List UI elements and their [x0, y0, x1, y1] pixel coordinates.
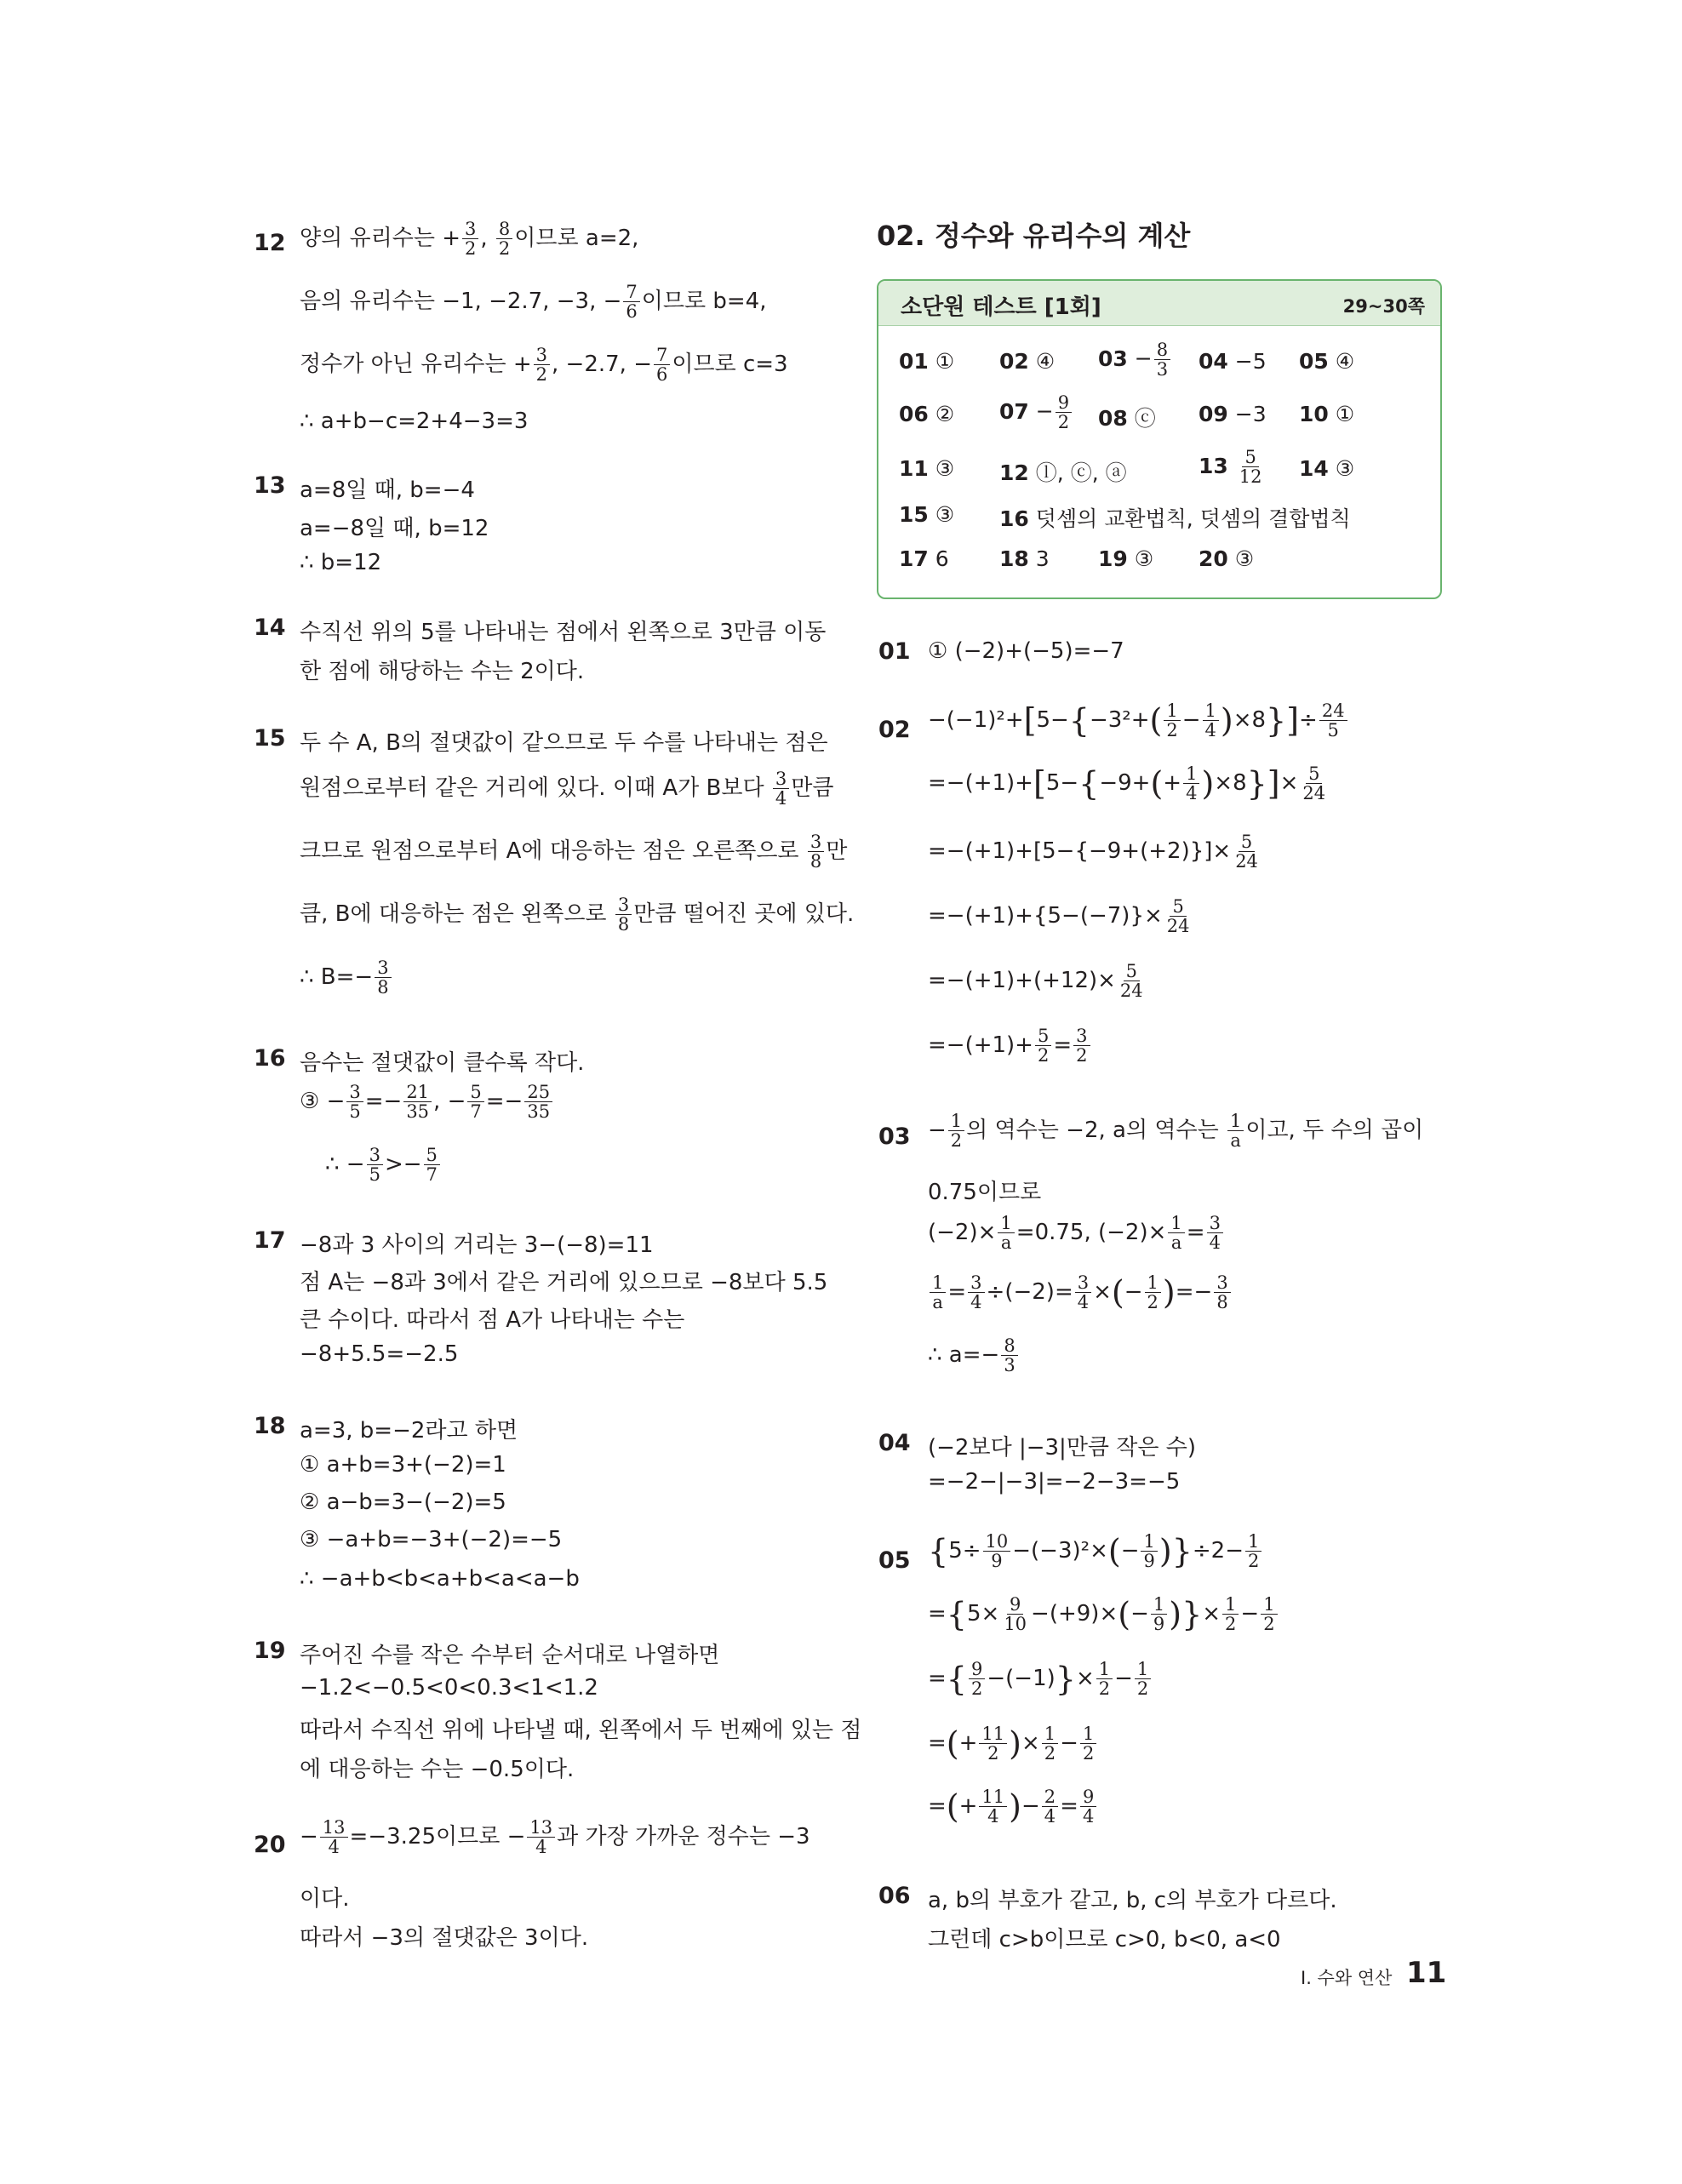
solution-line: − $\frac{1}{2}$ 의 역수는 −2, a의 역수는 $\frac{1}{a}$ 이고, 두 수의 곱이 [928, 1111, 1424, 1152]
solution-line: 수직선 위의 5를 나타내는 점에서 왼쪽으로 3만큼 이동 [300, 620, 827, 645]
solution-line: −1.2<−0.5<0<0.3<1<1.2 [300, 1675, 598, 1701]
solution-line: =(+ $\frac{11}{4}$ )− $\frac{2}{4}$ = $\frac{9}{4}$ [928, 1787, 1098, 1826]
box-header [878, 281, 1440, 326]
answer-item: 09 −3 [1199, 402, 1267, 426]
problem-number: 15 [254, 725, 286, 752]
solution-line: 따라서 수직선 위에 나타낼 때, 왼쪽에서 두 번째에 있는 점 [300, 1718, 862, 1743]
problem-number: 01 [878, 638, 911, 665]
solution-line: ① a+b=3+(−2)=1 [300, 1452, 506, 1478]
problem-number: 05 [878, 1547, 911, 1574]
solution-line: 에 대응하는 수는 −0.5이다. [300, 1757, 575, 1782]
box-title: 소단원 테스트 [1회] [901, 294, 1101, 320]
problem-number: 18 [254, 1413, 286, 1439]
solution-line: =−(+1)+[5−{−9+(+ $\frac{1}{4}$ )×8}]× $\frac{5}{24}$ [928, 763, 1326, 804]
solution-line: =(+ $\frac{11}{2}$ )× $\frac{1}{2}$ − $\frac{1}{2}$ [928, 1724, 1098, 1763]
solution-line: 주어진 수를 작은 수부터 순서대로 나열하면 [300, 1643, 720, 1668]
solution-line: a, b의 부호가 같고, b, c의 부호가 다르다. [928, 1888, 1337, 1913]
problem-number: 19 [254, 1638, 286, 1664]
solution-line: 0.75이므로 [928, 1180, 1042, 1205]
answer-item: 16 덧셈의 교환법칙, 덧셈의 결합법칙 [999, 506, 1351, 531]
solution-line: =−(+1)+{5−(−7)}× $\frac{5}{24}$ [928, 896, 1190, 937]
problem-number: 20 [254, 1832, 286, 1858]
solution-line: 원점으로부터 같은 거리에 있다. 이때 A가 B보다 $\frac{3}{4}$ 만큼 [300, 769, 834, 809]
solution-line: 음의 유리수는 −1, −2.7, −3, − $\frac{7}{6}$ 이므로 b=4, [300, 282, 767, 323]
problem-number: 13 [254, 472, 286, 499]
solution-line: ∴ a=− $\frac{8}{3}$ [928, 1336, 1020, 1375]
footer-section-label: I. 수와 연산 [1301, 1968, 1393, 1988]
solution-line: 한 점에 해당하는 수는 2이다. [300, 659, 585, 684]
answer-item: 08 ⓒ [1098, 406, 1156, 431]
solution-line: (−2)× $\frac{1}{a}$ =0.75, (−2)× $\frac{1}{a}$ = $\frac{3}{4}$ [928, 1214, 1225, 1252]
solution-line: 그런데 c>b이므로 c>0, b<0, a<0 [928, 1927, 1281, 1952]
solution-line: ∴ a+b−c=2+4−3=3 [300, 409, 529, 434]
answer-item: 04 −5 [1199, 349, 1267, 374]
solution-line: =−2−|−3|=−2−3=−5 [928, 1469, 1181, 1495]
answer-item: 10 ① [1299, 402, 1355, 426]
solution-line: a=−8일 때, b=12 [300, 516, 489, 541]
solution-line: 정수가 아닌 유리수는 + $\frac{3}{2}$ , −2.7, − $\frac{7}{6}$ 이므로 c=3 [300, 345, 788, 386]
solution-line: a=3, b=−2라고 하면 [300, 1418, 518, 1444]
answer-item: 17 6 [899, 546, 949, 571]
answer-summary-box [877, 279, 1442, 599]
answer-item: 01 ① [899, 349, 955, 374]
solution-line: 음수는 절댓값이 클수록 작다. [300, 1050, 585, 1076]
solution-line: ∴ − $\frac{3}{5}$ >− $\frac{5}{7}$ [325, 1146, 442, 1184]
solution-line: − $\frac{13}{4}$ =−3.25이므로 − $\frac{13}{4}$ 과 가장 가까운 정수는 −3 [300, 1817, 810, 1858]
solution-line: ① (−2)+(−5)=−7 [928, 638, 1124, 664]
problem-number: 02 [878, 717, 911, 743]
answer-item: 14 ③ [1299, 456, 1355, 481]
answer-item: 15 ③ [899, 502, 955, 527]
solution-line: ={ $\frac{9}{2}$ −(−1)}× $\frac{1}{2}$ − $\frac{1}{2}$ [928, 1660, 1153, 1698]
solution-line: 이다. [300, 1886, 350, 1912]
solution-line: =−(+1)+ $\frac{5}{2}$ = $\frac{3}{2}$ [928, 1026, 1092, 1065]
answer-item: 02 ④ [999, 349, 1056, 374]
solution-line: (−2보다 |−3|만큼 작은 수) [928, 1435, 1197, 1461]
solution-line: ∴ −a+b<b<a+b<a<a−b [300, 1566, 580, 1592]
solution-line: 점 A는 −8과 3에서 같은 거리에 있으므로 −8보다 5.5 [300, 1270, 828, 1295]
problem-number: 03 [878, 1123, 911, 1150]
answer-item: 07 − $\frac{9}{2}$ [999, 393, 1073, 432]
solution-line: ② a−b=3−(−2)=5 [300, 1489, 506, 1515]
solution-line: =−(+1)+[5−{−9+(+2)}]× $\frac{5}{24}$ [928, 832, 1258, 872]
solution-line: 큼, B에 대응하는 점은 왼쪽으로 $\frac{3}{8}$ 만큼 떨어진 곳에 있다. [300, 895, 855, 935]
solution-line: ∴ b=12 [300, 550, 382, 575]
problem-number: 06 [878, 1883, 911, 1909]
solution-line: 크므로 원점으로부터 A에 대응하는 점은 오른쪽으로 $\frac{3}{8}$ 만 [300, 832, 848, 872]
answer-item: 12 ⓛ, ⓒ, ⓐ [999, 460, 1127, 485]
answer-item: 11 ③ [899, 456, 955, 481]
box-page-range: 29~30쪽 [1342, 296, 1425, 317]
solution-line: a=8일 때, b=−4 [300, 477, 475, 503]
problem-number: 17 [254, 1227, 286, 1254]
problem-number: 16 [254, 1045, 286, 1072]
solution-line: ③ − $\frac{3}{5}$ =− $\frac{21}{35}$ , − $\frac{5}{7}$ =− $\frac{25}{35}$ [300, 1083, 554, 1121]
solution-line: $\frac{1}{a}$ = $\frac{3}{4}$ ÷(−2)= $\frac{3}{4}$ ×(− $\frac{1}{2}$ )=− $\frac{3}{8}$ [928, 1273, 1233, 1312]
solution-line: 두 수 A, B의 절댓값이 같으므로 두 수를 나타내는 점은 [300, 730, 828, 756]
solution-line: 큰 수이다. 따라서 점 A가 나타내는 수는 [300, 1307, 685, 1333]
solution-line: 양의 유리수는 + $\frac{3}{2}$ , $\frac{8}{2}$ 이므로 a=2, [300, 219, 639, 260]
answer-item: 05 ④ [1299, 349, 1355, 374]
answer-item: 20 ③ [1199, 546, 1255, 571]
page-number: 11 [1406, 1956, 1447, 1990]
solution-line: 따라서 −3의 절댓값은 3이다. [300, 1925, 589, 1951]
solution-line: ③ −a+b=−3+(−2)=−5 [300, 1527, 563, 1552]
problem-number: 12 [254, 230, 286, 256]
answer-item: 19 ③ [1098, 546, 1154, 571]
answer-item: 06 ② [899, 402, 955, 426]
problem-number: 04 [878, 1430, 911, 1456]
answer-item: 03 − $\frac{8}{3}$ [1098, 340, 1172, 379]
solution-line: −8+5.5=−2.5 [300, 1341, 459, 1367]
section-title: 02. 정수와 유리수의 계산 [877, 220, 1191, 252]
solution-line: =−(+1)+(+12)× $\frac{5}{24}$ [928, 961, 1143, 1002]
answer-item: 13 $\frac{5}{12}$ [1199, 447, 1262, 488]
solution-line: {5÷ $\frac{10}{9}$ −(−3)²×(− $\frac{1}{9}$ )}÷2− $\frac{1}{2}$ [928, 1532, 1263, 1570]
problem-number: 14 [254, 615, 286, 641]
solution-line: −8과 3 사이의 거리는 3−(−8)=11 [300, 1232, 654, 1258]
answer-item: 18 3 [999, 546, 1050, 571]
solution-line: −(−1)²+[5−{−3²+( $\frac{1}{2}$ − $\frac{1}{4}$ )×8}]÷ $\frac{24}{5}$ [928, 701, 1349, 740]
solution-line: ={5× $\frac{9}{10}$ −(+9)×(− $\frac{1}{9}$ )}× $\frac{1}{2}$ − $\frac{1}{2}$ [928, 1595, 1279, 1633]
solution-line: ∴ B=− $\frac{3}{8}$ [300, 958, 393, 997]
